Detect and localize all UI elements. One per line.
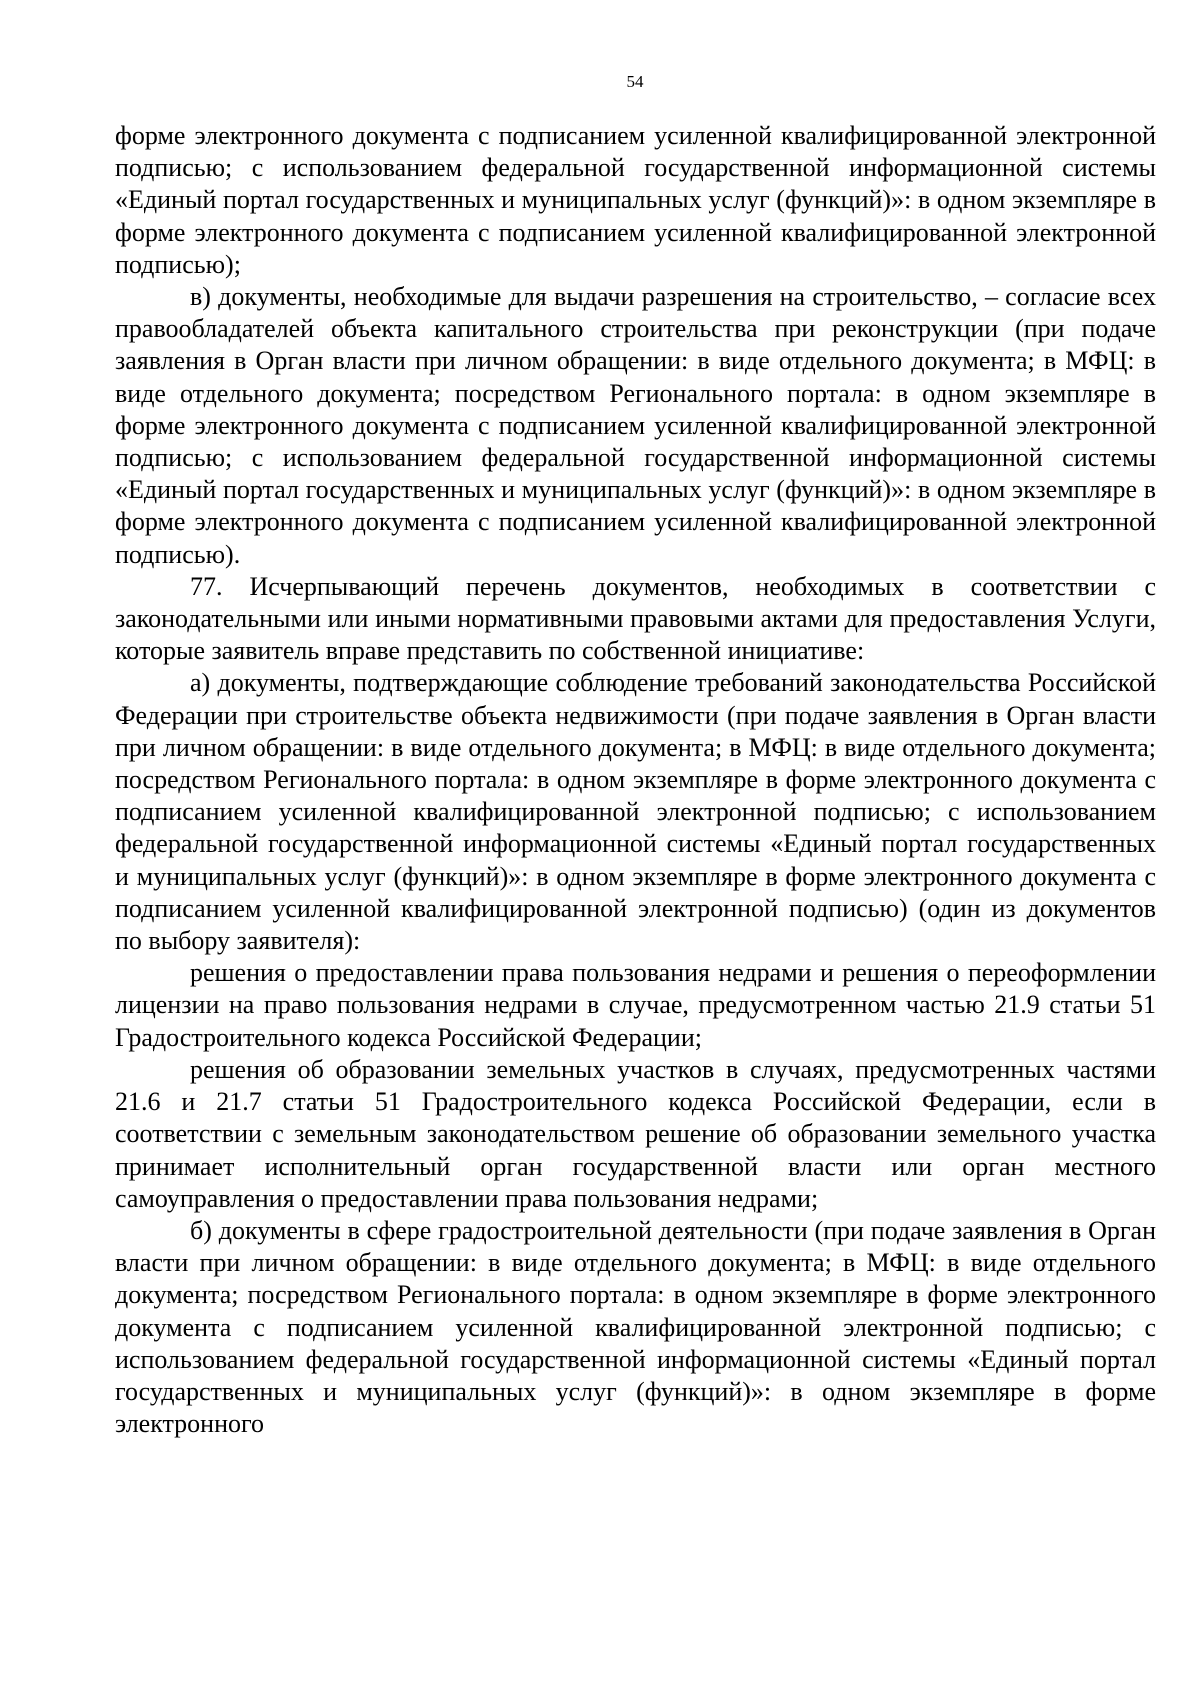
paragraph-item-a: а) документы, подтверждающие соблюдение требований законодательства Российской Федерации при строительстве объекта недвижимости (при подаче заявления в Орган власти при личном обращении: в виде отдельного документа; в МФЦ: в виде отдельного документа; посредством Регионального портала: в одном экземпляре в форме электронного документа с подписанием усиленной квалифицированной электронной подписью; с использованием федеральной государственной информационной системы «Единый портал государственных и муниципальных услуг (функций)»: в одном экземпляре в форме электронного документа с подписанием усиленной квалифицированной электронной подписью) (один из документов по выбору заявителя): (115, 668, 1156, 956)
paragraph-item-b: б) документы в сфере градостроительной деятельности (при подаче заявления в Орган власти при личном обращении: в виде отдельного документа; в МФЦ: в виде отдельного документа; посредством Регионального портала: в одном экземпляре в форме электронного документа с подписанием усиленной квалифицированной электронной подписью; с использованием федеральной государственной информационной системы «Единый портал государственных и муниципальных услуг (функций)»: в одном экземпляре в форме электронного (115, 1215, 1156, 1439)
paragraph-item-v: в) документы, необходимые для выдачи разрешения на строительство, – согласие всех правообладателей объекта капитального строительства при реконструкции (при подаче заявления в Орган власти при личном обращении: в виде отдельного документа; в МФЦ: в виде отдельного документа; посредством Регионального портала: в одном экземпляре в форме электронного документа с подписанием усиленной квалифицированной электронной подписью; с использованием федеральной государственной информационной системы «Единый портал государственных и муниципальных услуг (функций)»: в одном экземпляре в форме электронного документа с подписанием усиленной квалифицированной электронной подписью). (115, 282, 1156, 569)
page-number: 54 (626, 72, 644, 91)
paragraph-continuation: форме электронного документа с подписанием усиленной квалифицированной электронной подписью; с использованием федеральной государственной информационной системы «Единый портал государственных и муниципальных услуг (функций)»: в одном экземпляре в форме электронного документа с подписанием усиленной квалифицированной электронной подписью); (115, 121, 1156, 279)
document-body (115, 120, 1156, 1440)
paragraph-subsoil-decision: решения о предоставлении права пользования недрами и решения о переоформлении лицензии на право пользования недрами в случае, предусмотренном частью 21.9 статьи 51 Градостроительного кодекса Российской Федерации; (115, 958, 1156, 1052)
paragraph-land-plots-decision: решения об образовании земельных участков в случаях, предусмотренных частями 21.6 и 21.7 статьи 51 Градостроительного кодекса Российской Федерации, если в соответствии с земельным законодательством решение об образовании земельного участка принимает исполнительный орган государственной власти или орган местного самоуправления о предоставлении права пользования недрами; (115, 1054, 1156, 1213)
paragraph-77: 77. Исчерпывающий перечень документов, необходимых в соответствии с законодательными или иными нормативными правовыми актами для предоставления Услуги, которые заявитель вправе представить по собственной инициативе: (115, 571, 1156, 666)
